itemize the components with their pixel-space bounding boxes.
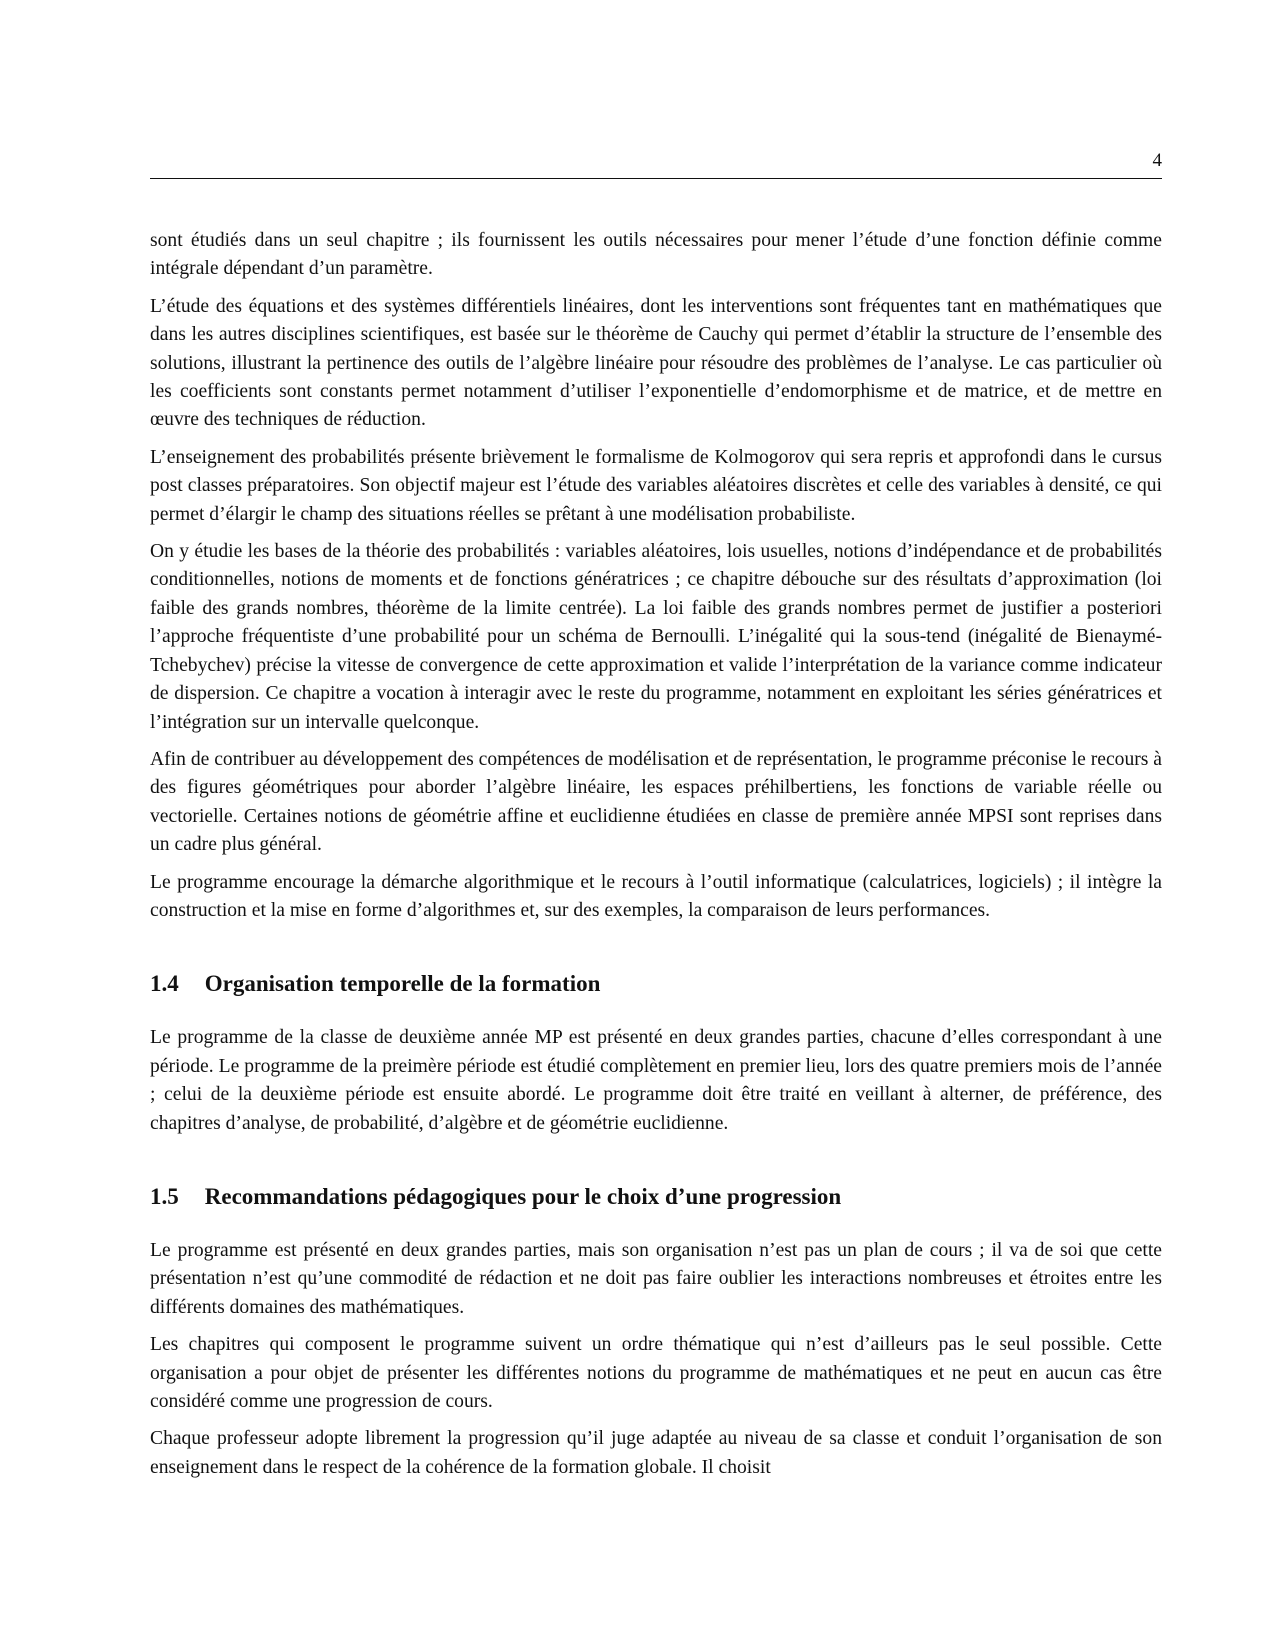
paragraph-teacher-choice: Chaque professeur adopte librement la progression qu’il juge adaptée au niveau de sa classe et conduit l’organisation de son enseignement dans le respect de la cohérence de la formation globale. Il choisit — [150, 1428, 1162, 1478]
page-body — [150, 227, 1162, 1491]
section-number: 1.5 — [150, 1183, 179, 1209]
section-heading-1-5 — [150, 1182, 1162, 1212]
paragraph-progression-plan: Le programme est présenté en deux grandes parties, mais son organisation n’est pas un plan de cours ; il va de soi que cette présentation n’est qu’une commodité de rédaction et ne doit pas faire oublier les interactions nombreuses et étroites entre les différents domaines des mathématiques. — [150, 1239, 1162, 1318]
paragraph-integrals: sont étudiés dans un seul chapitre ; ils fournissent les outils nécessaires pour mener l’étude d’une fonction définie comme intégrale dépendant d’un paramètre. — [150, 230, 1162, 280]
section-heading-1-4 — [150, 969, 1162, 999]
page-header — [150, 148, 1162, 179]
paragraph-probability-theory: On y étudie les bases de la théorie des probabilités : variables aléatoires, lois usuelles, notions d’indépendance et de probabilités conditionnelles, notions de moments et de fonctions génératrices ; ce chapitre débouche sur des résultats d’approximation (loi faible des grands nombres, théorème de la limite centrée). La loi faible des grands nombres permet de justifier a posteriori l’approche fréquentiste d’une probabilité pour un schéma de Bernoulli. L’inégalité qui la sous-tend (inégalité de Bienaymé-Tchebychev) précise la vitesse de convergence de cette approximation et valide l’interprétation de la variance comme indicateur de dispersion. Ce chapitre a vocation à interagir avec le reste du programme, notamment en exploitant les séries génératrices et l’intégration sur un intervalle quelconque. — [150, 541, 1162, 733]
paragraph-algorithmics: Le programme encourage la démarche algorithmique et le recours à l’outil informatique (calculatrices, logiciels) ; il intègre la construction et la mise en forme d’algorithmes et, sur des exemples, la comparaison de leurs performances. — [150, 871, 1162, 921]
paragraph-modelling: Afin de contribuer au développement des compétences de modélisation et de représentation, le programme préconise le recours à des figures géométriques pour aborder l’algèbre linéaire, les espaces préhilbertiens, les fonctions de variable réelle ou vectorielle. Certaines notions de géométrie affine et euclidienne étudiées en classe de première année MPSI sont reprises dans un cadre plus général. — [150, 748, 1162, 856]
paragraph-differential-equations: L’étude des équations et des systèmes différentiels linéaires, dont les interventions sont fréquentes tant en mathématiques que dans les autres disciplines scientifiques, est basée sur le théorème de Cauchy qui permet d’établir la structure de l’ensemble des solutions, illustrant la pertinence des outils de l’algèbre linéaire pour résoudre des problèmes de l’analyse. Le cas particulier où les coefficients sont constants permet notamment d’utiliser l’exponentielle d’endomorphisme et de matrice, et de mettre en œuvre des techniques de réduction. — [150, 295, 1162, 431]
section-title: Recommandations pédagogiques pour le choix d’une progression — [204, 1183, 842, 1209]
page-number: 4 — [1152, 150, 1162, 171]
paragraph-time-organisation: Le programme de la classe de deuxième année MP est présenté en deux grandes parties, chacune d’elles correspondant à une période. Le programme de la preimère période est étudié complètement en premier lieu, lors des quatre premiers mois de l’année ; celui de la deuxième période est ensuite abordé. Le programme doit être traité en veillant à alterner, de préférence, des chapitres d’analyse, de probabilité, d’algèbre et de géométrie euclidienne. — [150, 1027, 1162, 1134]
section-title: Organisation temporelle de la formation — [204, 971, 601, 997]
paragraph-thematic-order: Les chapitres qui composent le programme suivent un ordre thématique qui n’est d’ailleurs pas le seul possible. Cette organisation a pour objet de présenter les différentes notions du programme de mathématiques et ne peut en aucun cas être considéré comme une progression de cours. — [150, 1334, 1162, 1412]
paragraph-probability-intro: L’enseignement des probabilités présente brièvement le formalisme de Kolmogorov qui sera repris et approfondi dans le cursus post classes préparatoires. Son objectif majeur est l’étude des variables aléatoires discrètes et celle des variables à densité, ce qui permet d’élargir le champ des situations réelles se prêtant à une modélisation probabiliste. — [150, 446, 1162, 525]
section-number: 1.4 — [150, 971, 179, 997]
